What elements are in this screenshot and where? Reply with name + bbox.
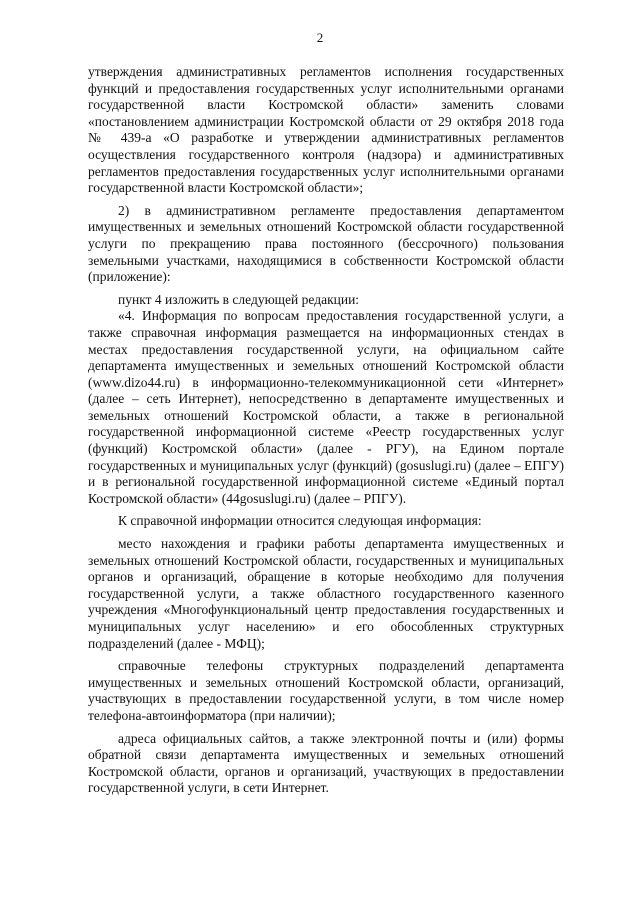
paragraph-7: справочные телефоны структурных подразделений департамента имущественных и земельных отношений Костромской области, организаций, участвующих в предоставлении государственной услуги, в том числе номер телефона-автоинформатора (при наличии); — [88, 658, 564, 723]
paragraph-2: 2) в административном регламенте предоставления департаментом имущественных и земельных отношений Костромской области государственной услуги по прекращению права постоянного (бессрочного) пользования земельными участками, находящимися в собственности Костромской области (приложение): — [88, 202, 564, 285]
paragraph-3: пункт 4 изложить в следующей редакции: — [118, 291, 360, 307]
paragraph-4: «4. Информация по вопросам предоставления государственной услуги, а также справочная информация размещается на информационных стендах в местах предоставления государственной услуги, на официальном сайте департамента имущественных и земельных отношений Костромской области (www.dizo44.ru) в информационно-телекоммуникационной сети «Интернет» (далее – сеть Интернет), непосредственно в департаменте имущественных и земельных отношений Костромской области, а также в региональной государственной информационной системе «Реестр государственных услуг (функций) Костромской области» (далее - РГУ), на Едином портале государственных и муниципальных услуг (функций) (gosuslugi.ru) (далее – ЕПГУ) и в региональной государственной информационной системе «Единый портал Костромской области» (44gosuslugi.ru) (далее – РПГУ). — [88, 308, 564, 506]
paragraph-1: утверждения административных регламентов исполнения государственных функций и предоставления государственных услуг исполнительными органами государственной власти Костромской области» заменить словами «постановлением администрации Костромской области от 29 октября 2018 года № 439-а «О разработке и утверждении административных регламентов осуществления государственного контроля (надзора) и административных регламентов предоставления государственных услуг исполнительными органами государственной власти Костромской области»; — [88, 64, 564, 196]
page-number: 2 — [316, 30, 324, 45]
paragraph-6: место нахождения и графики работы департамента имущественных и земельных отношений Костромской области, государственных и муниципальных органов и организаций, обращение в которые необходимо для получения государственной услуги, а также областного государственного казенного учреждения «Многофункциональный центр предоставления государственных и муниципальных услуг населению» и его обособленных структурных подразделений (далее - МФЦ); — [88, 536, 564, 651]
paragraph-5: К справочной информации относится следующая информация: — [118, 513, 482, 529]
paragraph-8: адреса официальных сайтов, а также электронной почты и (или) формы обратной связи департамента имущественных и земельных отношений Костромской области, органов и организаций, участвующих в предоставлении государственной услуги, в сети Интернет. — [88, 730, 564, 796]
document-body — [88, 64, 564, 797]
